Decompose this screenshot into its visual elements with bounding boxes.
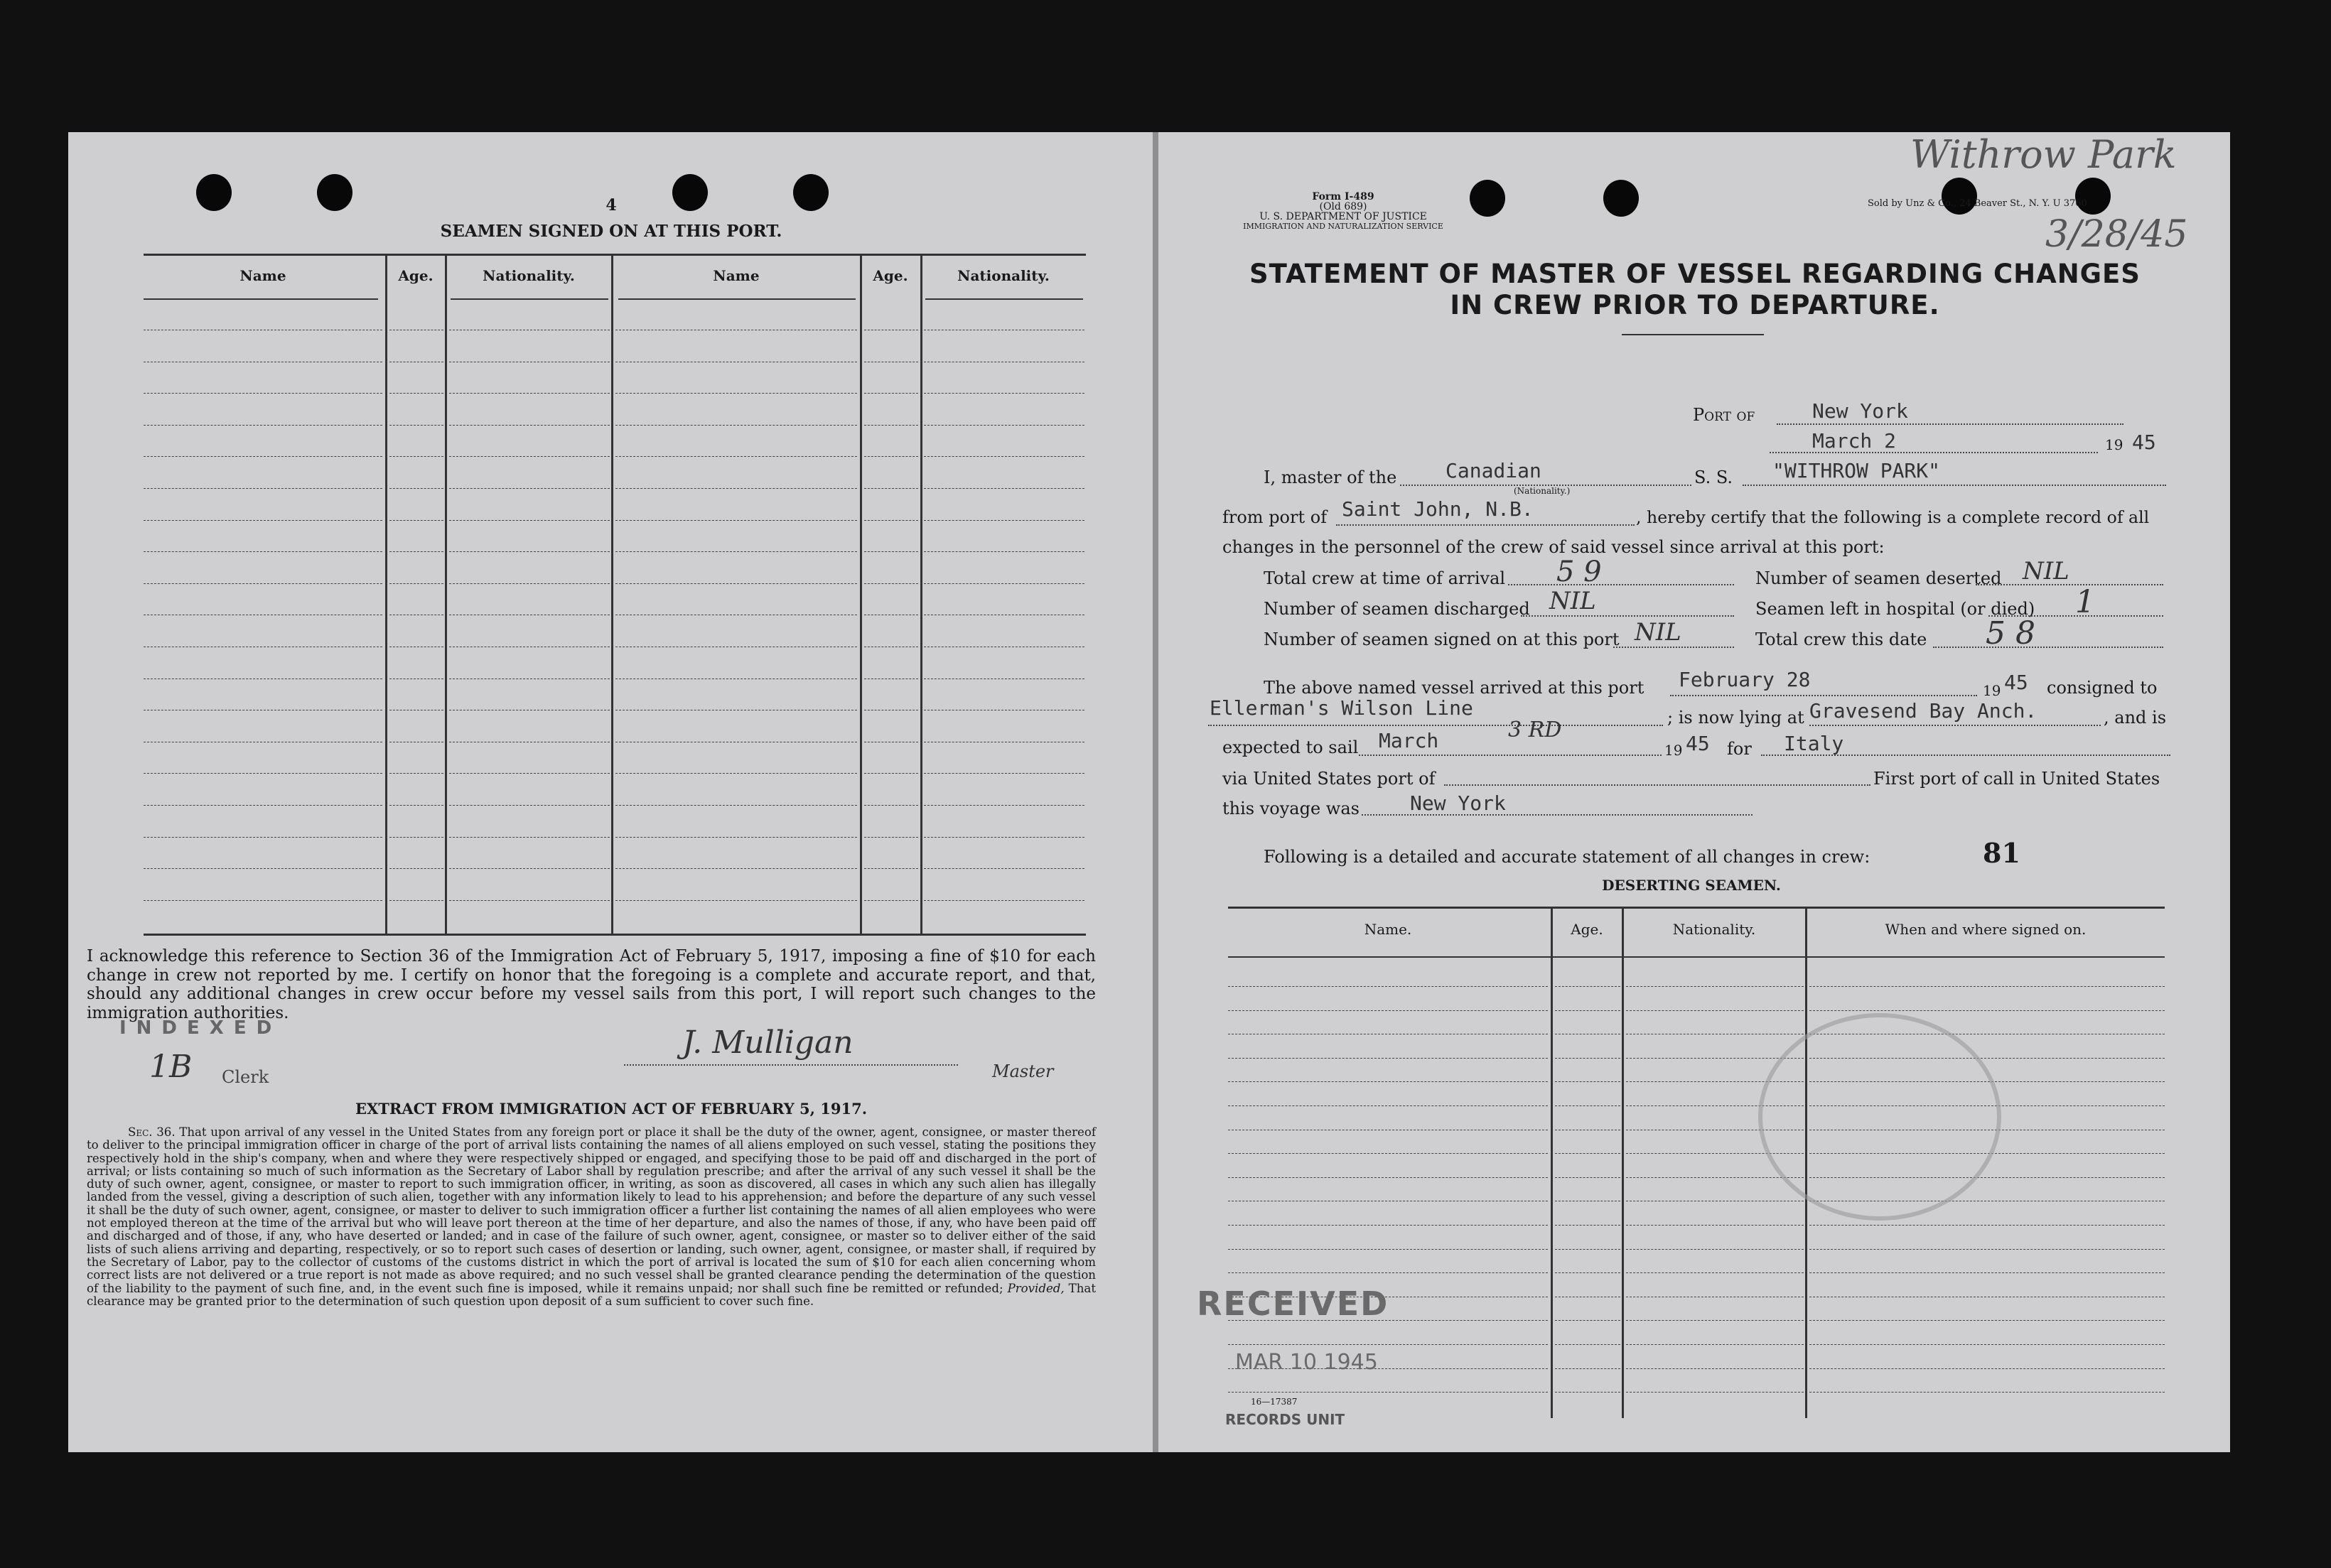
table-row-line [615,551,857,552]
signed-on-label: Number of seamen signed on at this port [1264,629,1620,649]
deserting-row-line [1555,1225,1620,1226]
table-row-line [144,805,382,806]
table-row-line [924,456,1084,457]
deserting-row-line [1809,1272,2165,1273]
table-row-line [924,551,1084,552]
via-label: via United States port of [1222,769,1436,789]
table-row-line [449,393,610,394]
punch-hole [1603,180,1639,217]
from-port-label: from port of [1222,507,1328,527]
deserting-row-line [1228,1344,1548,1345]
table-row-line [864,678,918,679]
total-crew-date-label: Total crew this date [1755,629,1927,649]
table-row-line [924,805,1084,806]
table-row-line [864,868,918,869]
table-row-line [144,868,382,869]
deserting-row-line [1228,1177,1548,1178]
table-row-line [389,456,443,457]
section-title: SEAMEN SIGNED ON AT THIS PORT. [440,222,782,241]
table-row-line [389,551,443,552]
sold-by: Sold by Unz & Co., 24 Beaver St., N. Y. U 3760 [1868,198,2087,209]
extract-title: EXTRACT FROM IMMIGRATION ACT OF FEBRUARY 5, 1917. [355,1100,868,1118]
table-row-line [924,837,1084,838]
table-row-line [144,837,382,838]
table-row-line [389,805,443,806]
table-row-line [144,488,382,489]
total-crew-arrival-value: 5 9 [1556,556,1602,588]
table-row-line [924,425,1084,426]
table-row-line [144,520,382,521]
form-title-line1: STATEMENT OF MASTER OF VESSEL REGARDING CHANGES [1249,259,2141,289]
deserting-row-line [1626,1177,1804,1178]
table-row-line [144,583,382,584]
table-row-line [615,488,857,489]
deserting-row-line [1228,1249,1548,1250]
table-row-line [864,520,918,521]
table-row-line [389,837,443,838]
punch-hole [793,174,829,211]
deserting-col-name: Name. [1364,921,1412,938]
deserting-row-line [1809,1320,2165,1321]
extract-text: Sec. 36. That upon arrival of any vessel in the United States from any foreign port or place it shall be the duty of the owner, agent, consignee, or master thereof to deliver to the principal immigration officer in charge of the port of arrival lists containing the names of all aliens employed on such vessel, stating the positions they respectively hold in the ship's company, when and where they were respectively shipped or engaged, and specifying those to be paid off and discharged in the port of arrival; or lists containing so much of such information as the Secretary of Labor shall by regulation prescribe; and after the arrival of any such vessel it shall be the duty of such owner, agent, consignee, or master to report to such immigration officer, in writing, as soon as discovered, all cases in which any such alien has illegally landed from the vessel, giving a description of such alien, together with any information likely to lead to his apprehension; and before the departure of any such vessel it shall be the duty of such owner, agent, consignee, or master to deliver to such immigration officer a further list containing the names of all alien employees who were not employed thereon at the time of the arrival but who will leave port thereon at the time of her departure, and also the names of those, if any, who have been paid off and discharged and of those, if any, who have deserted or landed; and in case of the failure of such owner, agent, consignee, or master so to deliver either of the said lists of such aliens arriving and departing, respectively, or so to report such cases of desertion or landing, such owner, agent, consignee, or master shall, if required by the Secretary of Labor, pay to the collector of customs of the customs district in which the port of arrival is located the sum of $10 for each alien concerning whom correct lists are not delivered or a true report is not made as above required; and no such vessel shall be granted clearance pending the determination of the question of the liability to the payment of such fine, and, in the event such fine is imposed, while it remains unpaid; nor shall such fine be remitted or refunded; Provided, That clearance may be granted prior to the determination of such question upon deposit of a sum sufficient to cover such fine. [87,1125,1096,1308]
deserted-label: Number of seamen deserted [1755,568,2002,588]
table-row-line [144,456,382,457]
table-row-line [924,583,1084,584]
handwritten-date: 3/28/45 [2045,213,2188,256]
table-row-line [924,678,1084,679]
deserting-row-line [1555,1368,1620,1369]
deserting-row-line [1555,1081,1620,1082]
deserted-value: NIL [2023,557,2069,585]
signed-on-value: NIL [1635,618,1681,647]
table-row-line [449,868,610,869]
hospital-value: 1 [2075,584,2095,620]
punch-hole [196,174,232,211]
table-row-line [449,488,610,489]
table-row-line [449,520,610,521]
table-row-line [924,520,1084,521]
number-81: 81 [1983,837,2020,869]
for-value: Italy [1784,732,1844,755]
table-row-line [864,805,918,806]
deserting-row-line [1809,1368,2165,1369]
col-header-nationality: Nationality. [957,267,1050,284]
year-prefix: 19 [2105,436,2123,453]
extract-section: Sec. 36. [128,1125,176,1139]
table-row-line [615,900,857,901]
table-row-line [864,837,918,838]
voyage-label: this voyage was [1222,799,1360,818]
deserting-row-line [1228,1010,1548,1011]
deserting-row-line [1626,1249,1804,1250]
deserting-row-line [1626,1010,1804,1011]
deserting-row-line [1626,1344,1804,1345]
lying-value: Gravesend Bay Anch. [1809,699,2037,723]
punch-hole [317,174,352,211]
table-row-line [449,456,610,457]
table-row-line [615,520,857,521]
punch-hole [1942,178,1977,215]
table-row-line [144,678,382,679]
arrived-label: The above named vessel arrived at this port [1264,678,1644,698]
table-row-line [389,773,443,774]
table-row-line [864,488,918,489]
consigned-label: consigned to [2047,678,2158,698]
table-row-line [864,583,918,584]
table-row-line [144,773,382,774]
page-number: 4 [605,196,617,215]
form-old: (Old 689) [1319,201,1367,212]
table-row-line [389,520,443,521]
table-row-line [389,900,443,901]
arrived-year-prefix: 19 [1983,682,2001,699]
expected-year-prefix: 19 [1664,742,1683,759]
deserting-row-line [1228,1225,1548,1226]
deserting-row-line [1809,1225,2165,1226]
table-row-line [615,773,857,774]
table-row-line [615,583,857,584]
table-row-line [615,393,857,394]
deserting-row-line [1555,1010,1620,1011]
deserting-title: DESERTING SEAMEN. [1602,877,1781,894]
form-header [1215,192,1471,232]
table-row-line [144,900,382,901]
for-label: for [1727,739,1752,759]
deserting-row-line [1228,1105,1548,1106]
form-number: Form I-489 [1312,191,1374,202]
punch-hole [2075,178,2111,215]
port-label: Port of [1693,405,1755,425]
received-stamp: RECEIVED [1197,1285,1389,1323]
table-row-line [924,488,1084,489]
voyage-value: New York [1410,791,1506,815]
col-header-name: Name [239,267,286,284]
deserting-row-line [1626,1392,1804,1393]
page-spine [1153,132,1158,1452]
deserting-col-signed-on: When and where signed on. [1885,921,2087,938]
table-row-line [924,900,1084,901]
col-header-name: Name [713,267,760,284]
deserting-row-line [1555,1105,1620,1106]
punch-hole [1470,180,1505,217]
deserting-row-line [1555,1058,1620,1059]
table-row-line [924,773,1084,774]
deserting-row-line [1555,986,1620,987]
table-row-line [144,551,382,552]
deserting-row-line [1626,1058,1804,1059]
table-row-line [864,900,918,901]
deserting-row-line [1555,1272,1620,1273]
expected-label: expected to sail [1222,737,1359,757]
table-row-line [615,868,857,869]
table-row-line [924,868,1084,869]
consignee-value: Ellerman's Wilson Line [1210,696,1473,720]
table-row-line [615,837,857,838]
deserting-row-line [1626,1320,1804,1321]
table-row-line [615,678,857,679]
deserting-row-line [1228,1272,1548,1273]
table-row-line [864,425,918,426]
year-value: 45 [2132,431,2156,454]
deserting-row-line [1555,1392,1620,1393]
and-is: , and is [2104,708,2167,728]
table-row-line [615,425,857,426]
port-value: New York [1812,399,1908,423]
discharged-value: NIL [1549,587,1596,615]
deserting-row-line [1228,1153,1548,1154]
punch-hole [672,174,708,211]
form-code: 16—17387 [1251,1397,1298,1407]
table-row-line [389,583,443,584]
deserting-col-nationality: Nationality. [1672,921,1756,938]
from-port-value: Saint John, N.B. [1342,497,1534,521]
following-text: Following is a detailed and accurate statement of all changes in crew: [1264,847,1870,867]
deserting-row-line [1809,1249,2165,1250]
master-signature: J. Mulligan [682,1024,854,1061]
expected-day: 3 RD [1508,718,1562,742]
nationality-caption: (Nationality.) [1514,486,1571,496]
deserting-row-line [1626,1225,1804,1226]
total-crew-arrival-label: Total crew at time of arrival [1264,568,1506,588]
table-row-line [449,773,610,774]
table-row-line [864,456,918,457]
expected-value: March [1379,729,1439,752]
deserting-row-line [1555,1177,1620,1178]
table-row-line [144,425,382,426]
arrived-year: 45 [2004,671,2028,694]
nationality-value: Canadian [1446,459,1541,482]
clerk-mark: 1B [149,1049,193,1085]
circular-stamp [1758,1013,2001,1221]
deserting-row-line [1626,1368,1804,1369]
changes-text: changes in the personnel of the crew of said vessel since arrival at this port: [1222,537,1885,557]
deserting-row-line [1228,1081,1548,1082]
deserting-row-line [1809,1010,2165,1011]
table-row-line [449,678,610,679]
table-row-line [389,425,443,426]
table-row-line [449,551,610,552]
deserting-row-line [1555,1320,1620,1321]
discharged-label: Number of seamen discharged [1264,599,1530,619]
deserting-row-line [1809,1392,2165,1393]
deserting-row-line [1626,986,1804,987]
table-row-line [864,551,918,552]
table-row-line [389,488,443,489]
col-header-nationality: Nationality. [483,267,575,284]
handwritten-vessel-note: Withrow Park [1910,132,2177,177]
total-crew-date-value: 5 8 [1986,615,2035,651]
table-row-line [615,456,857,457]
vessel-name: "WITHROW PARK" [1772,459,1941,482]
records-unit-stamp: RECORDS UNIT [1225,1411,1345,1428]
table-row-line [924,393,1084,394]
hospital-label: Seamen left in hospital (or died) [1755,599,2035,619]
date-value: March 2 [1812,429,1897,453]
deserting-row-line [1555,1153,1620,1154]
acknowledgement-text: I acknowledge this reference to Section 36 of the Immigration Act of February 5, 1917, imposing a fine of $10 for each change in crew not reported by me. I certify on honor that the foregoing is a complete and accurate report, and that, should any additional changes in crew occur before my vessel sails from this port, I will report such changes to the immigration authorities. [87,947,1096,1022]
expected-year: 45 [1686,732,1710,755]
form-title-line2: IN CREW PRIOR TO DEPARTURE. [1450,290,1940,320]
table-row-line [449,425,610,426]
master-of-the-label: I, master of the [1264,467,1397,487]
table-row-line [144,393,382,394]
deserting-row-line [1809,986,2165,987]
lying-label: ; is now lying at [1667,708,1804,728]
certify-text: , hereby certify that the following is a complete record of all [1636,507,2150,527]
deserting-row-line [1228,986,1548,987]
deserting-row-line [1809,1344,2165,1345]
department: U. S. DEPARTMENT OF JUSTICE [1259,211,1427,222]
indexed-stamp: INDEXED [119,1017,282,1039]
deserting-row-line [1626,1272,1804,1273]
deserting-col-age: Age. [1571,921,1603,938]
table-row-line [389,868,443,869]
table-row-line [449,805,610,806]
col-header-age: Age. [398,267,434,284]
col-header-age: Age. [873,267,908,284]
table-row-line [449,583,610,584]
table-row-line [615,805,857,806]
service: IMMIGRATION AND NATURALIZATION SERVICE [1243,222,1443,231]
deserting-row-line [1555,1249,1620,1250]
deserting-row-line [1228,1058,1548,1059]
ss-label: S. S. [1694,467,1733,487]
table-row-line [389,678,443,679]
first-port-label: First port of call in United States [1873,769,2160,789]
table-row-line [864,393,918,394]
arrived-value: February 28 [1679,668,1811,691]
deserting-row-line [1555,1344,1620,1345]
table-row-line [389,393,443,394]
deserting-row-line [1228,1392,1548,1393]
received-date: MAR 10 1945 [1235,1350,1378,1375]
table-row-line [449,837,610,838]
master-label: Master [992,1061,1054,1081]
table-row-line [449,900,610,901]
right-page [1157,132,2230,1452]
table-row-line [864,773,918,774]
clerk-label: Clerk [222,1067,269,1087]
